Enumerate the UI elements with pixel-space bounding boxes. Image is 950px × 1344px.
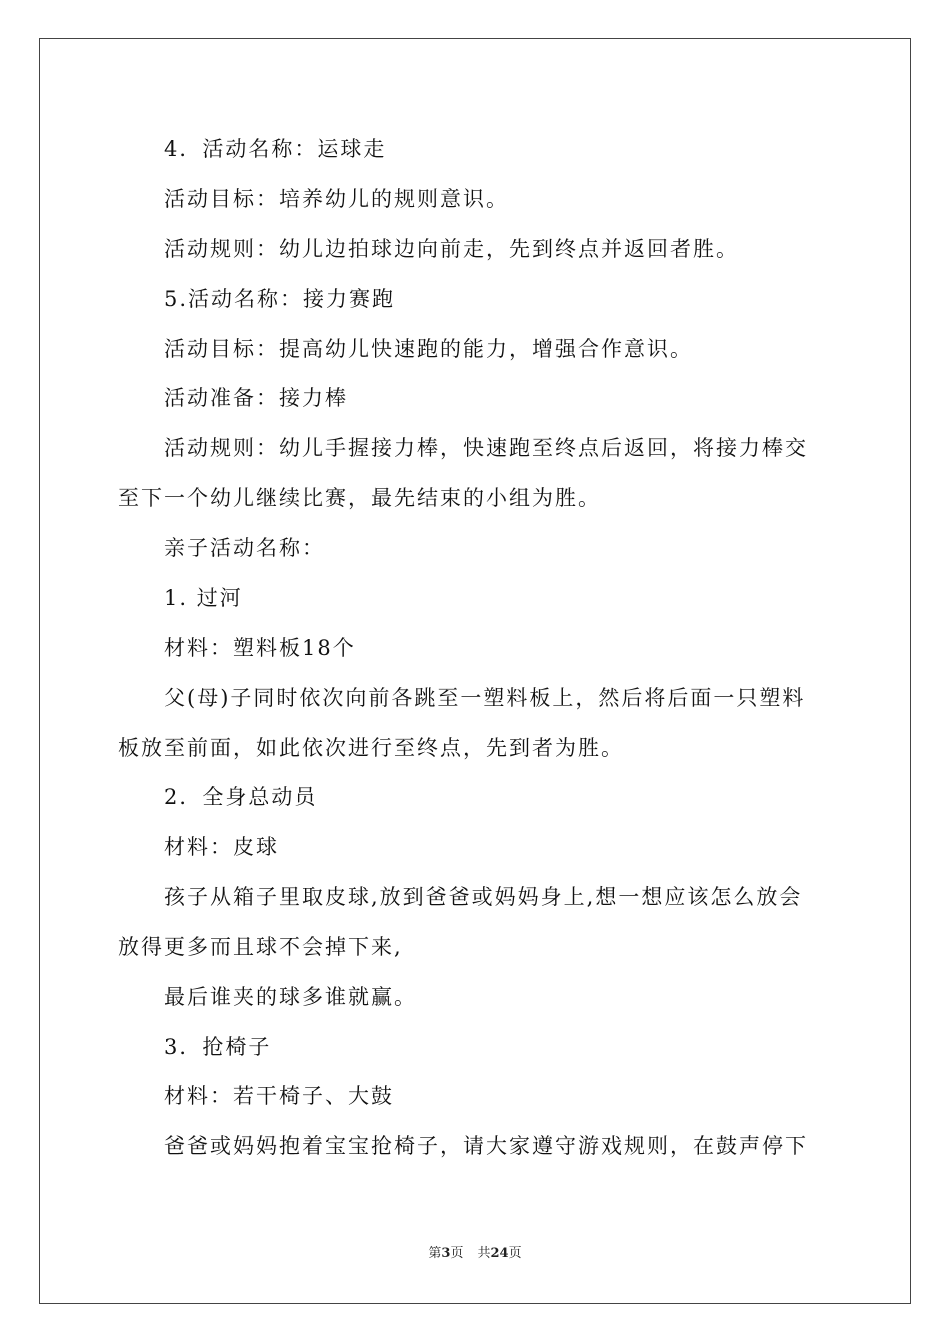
section-heading: 亲子活动名称： <box>164 536 325 560</box>
game-2-desc-cont: 放得更多而且球不会掉下来, <box>118 935 403 959</box>
game-heading-1: 1. 过河 <box>164 586 243 610</box>
item-4-rules: 活动规则：幼儿边拍球边向前走，先到终点并返回者胜。 <box>164 237 739 261</box>
item-5-rules-cont: 至下一个幼儿继续比赛，最先结束的小组为胜。 <box>118 486 601 510</box>
item-heading-5: 5.活动名称：接力赛跑 <box>164 287 396 311</box>
game-heading-3: 3．抢椅子 <box>164 1035 272 1059</box>
game-1-desc-cont: 板放至前面，如此依次进行至终点，先到者为胜。 <box>118 736 624 760</box>
game-2-desc-end: 最后谁夹的球多谁就赢。 <box>164 985 417 1009</box>
item-4-goal: 活动目标：培养幼儿的规则意识。 <box>164 187 509 211</box>
game-1-materials: 材料：塑料板18个 <box>164 636 356 660</box>
footer-page-number: 3 <box>441 1246 451 1261</box>
footer-page-suffix: 页 <box>450 1246 464 1261</box>
game-2-materials: 材料：皮球 <box>164 835 279 859</box>
page-footer <box>0 1244 950 1264</box>
item-5-rules: 活动规则：幼儿手握接力棒，快速跑至终点后返回，将接力棒交 <box>164 436 808 460</box>
footer-total-pages: 24 <box>490 1246 509 1261</box>
item-5-goal: 活动目标：提高幼儿快速跑的能力，增强合作意识。 <box>164 337 693 361</box>
game-3-desc: 爸爸或妈妈抱着宝宝抢椅子，请大家遵守游戏规则，在鼓声停下 <box>164 1134 808 1158</box>
footer-page-prefix: 第 <box>428 1246 442 1261</box>
game-2-desc: 孩子从箱子里取皮球,放到爸爸或妈妈身上,想一想应该怎么放会 <box>164 885 803 909</box>
game-1-desc: 父(母)子同时依次向前各跳至一塑料板上，然后将后面一只塑料 <box>164 686 806 710</box>
item-heading-4: 4．活动名称：运球走 <box>164 137 387 161</box>
footer-total-suffix: 页 <box>508 1246 522 1261</box>
footer-total-prefix: 共 <box>477 1246 491 1261</box>
item-5-prep: 活动准备：接力棒 <box>164 386 348 410</box>
game-3-materials: 材料：若干椅子、大鼓 <box>164 1084 394 1108</box>
game-heading-2: 2．全身总动员 <box>164 785 318 809</box>
